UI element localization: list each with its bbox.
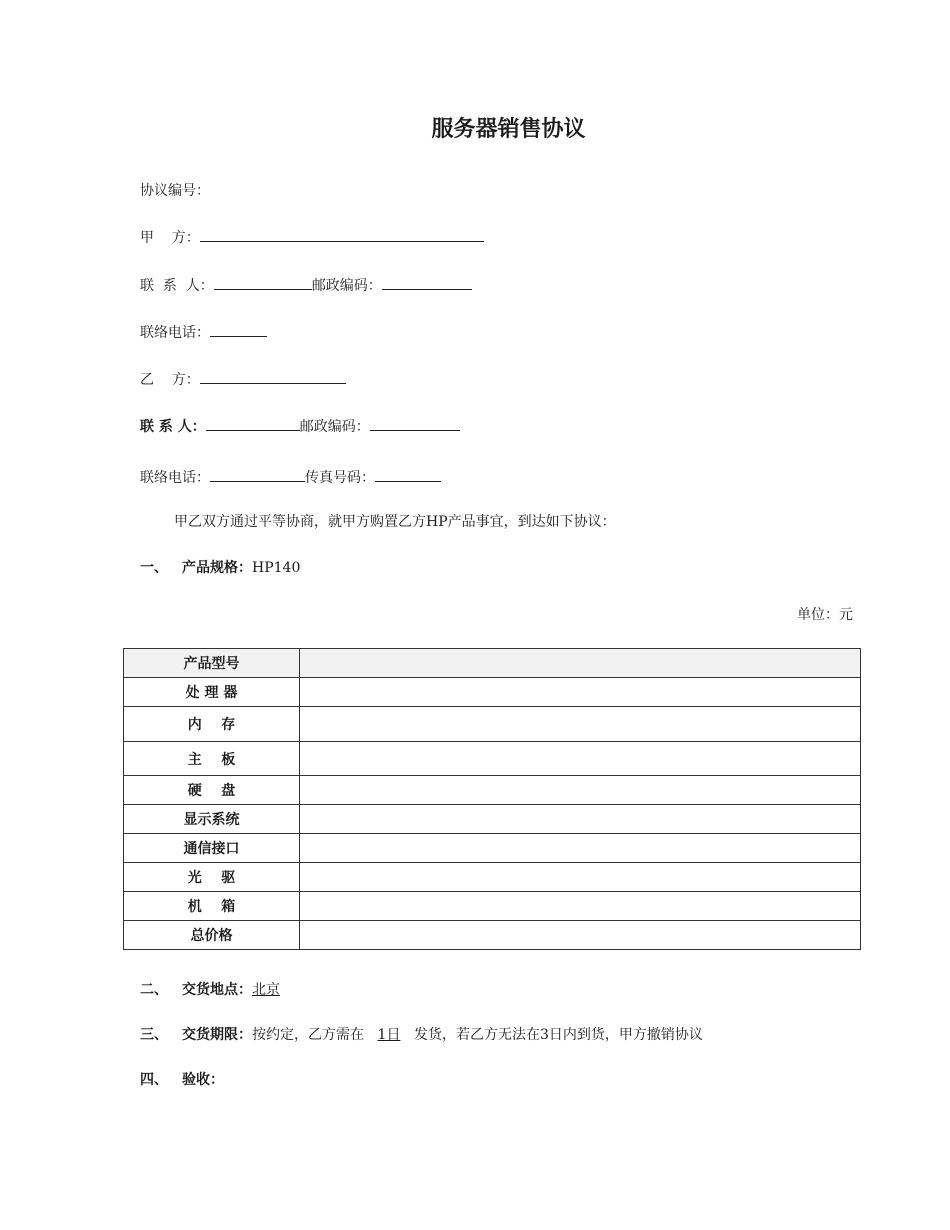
party-a-postcode-blank[interactable] (382, 273, 472, 290)
table-row (124, 805, 861, 834)
section-3-text-before: 按约定，乙方需在 (252, 1027, 364, 1043)
party-a-label: 甲 方： (140, 230, 200, 246)
section-3-value: 1日 (377, 1027, 401, 1043)
spec-value-cell[interactable] (300, 776, 861, 805)
spec-label: 主 板 (124, 742, 300, 776)
party-b-phone-label: 联络电话： (140, 470, 210, 486)
party-b-phone-blank[interactable] (210, 465, 305, 482)
section-3-number: 三、 (140, 1027, 168, 1043)
spec-value-cell[interactable] (300, 649, 861, 678)
section-4 (140, 1069, 224, 1091)
party-b-contact-line (140, 414, 460, 436)
party-a-postcode-label: 邮政编码： (311, 278, 382, 294)
party-b-line (140, 367, 346, 389)
agreement-number-line (140, 180, 210, 202)
party-b-fax-label: 传真号码： (305, 470, 375, 486)
spec-value-cell[interactable] (300, 863, 861, 892)
section-1 (140, 557, 300, 579)
section-2 (140, 979, 316, 1001)
spec-value-cell[interactable] (300, 742, 861, 776)
table-row (124, 863, 861, 892)
table-row (124, 892, 861, 921)
table-row (124, 707, 861, 742)
party-a-line (140, 225, 484, 247)
party-a-contact-blank[interactable] (214, 273, 312, 290)
agreement-number-label: 协议编号： (140, 183, 210, 199)
section-3 (140, 1024, 703, 1046)
party-b-phone-line (140, 465, 441, 487)
spec-value-cell[interactable] (300, 834, 861, 863)
spec-value-cell[interactable] (300, 921, 861, 950)
section-2-number: 二、 (140, 982, 168, 998)
party-b-label: 乙 方： (140, 372, 200, 388)
party-b-postcode-blank[interactable] (370, 414, 460, 431)
spec-label: 显示系统 (124, 805, 300, 834)
party-a-blank[interactable] (200, 225, 484, 242)
intro-paragraph: 甲乙双方通过平等协商，就甲方购置乙方HP产品事宜，到达如下协议： (174, 514, 616, 530)
table-row (124, 834, 861, 863)
party-b-contact-blank[interactable] (206, 414, 300, 431)
spec-label: 内 存 (124, 707, 300, 742)
section-4-number: 四、 (140, 1072, 168, 1088)
spec-label: 处 理 器 (124, 678, 300, 707)
section-3-text-after: 发货，若乙方无法在3日内到货，甲方撤销协议 (414, 1027, 703, 1043)
spec-value-cell[interactable] (300, 805, 861, 834)
spec-value-cell[interactable] (300, 707, 861, 742)
party-b-fax-blank[interactable] (375, 465, 441, 482)
section-1-label: 产品规格： (182, 560, 252, 576)
spec-value-cell[interactable] (300, 892, 861, 921)
spec-label: 硬 盘 (124, 776, 300, 805)
section-1-value: HP140 (252, 560, 301, 576)
party-b-blank[interactable] (200, 367, 346, 384)
section-3-label: 交货期限： (182, 1027, 252, 1043)
party-a-contact-label: 联 系 人： (140, 278, 214, 294)
party-b-postcode-label: 邮政编码： (299, 419, 370, 435)
spec-label: 机 箱 (124, 892, 300, 921)
spec-label: 光 驱 (124, 863, 300, 892)
spec-label: 产品型号 (124, 649, 300, 678)
document-title: 服务器销售协议 (431, 117, 586, 142)
party-a-contact-line (140, 273, 472, 295)
spec-table (123, 648, 861, 950)
table-row (124, 921, 861, 950)
party-b-contact-label: 联 系 人： (140, 419, 206, 435)
table-row (124, 776, 861, 805)
party-a-phone-label: 联络电话： (140, 325, 210, 341)
party-a-phone-blank[interactable] (210, 320, 267, 337)
table-row (124, 649, 861, 678)
table-row (124, 678, 861, 707)
section-2-label: 交货地点： (182, 982, 252, 998)
table-row (124, 742, 861, 776)
unit-label: 单位：元 (797, 607, 853, 623)
section-4-label: 验收： (182, 1072, 224, 1088)
spec-label: 总价格 (124, 921, 300, 950)
spec-value-cell[interactable] (300, 678, 861, 707)
section-2-value: 北京 (252, 982, 280, 998)
section-1-number: 一、 (140, 560, 168, 576)
party-a-phone-line (140, 320, 267, 342)
spec-label: 通信接口 (124, 834, 300, 863)
